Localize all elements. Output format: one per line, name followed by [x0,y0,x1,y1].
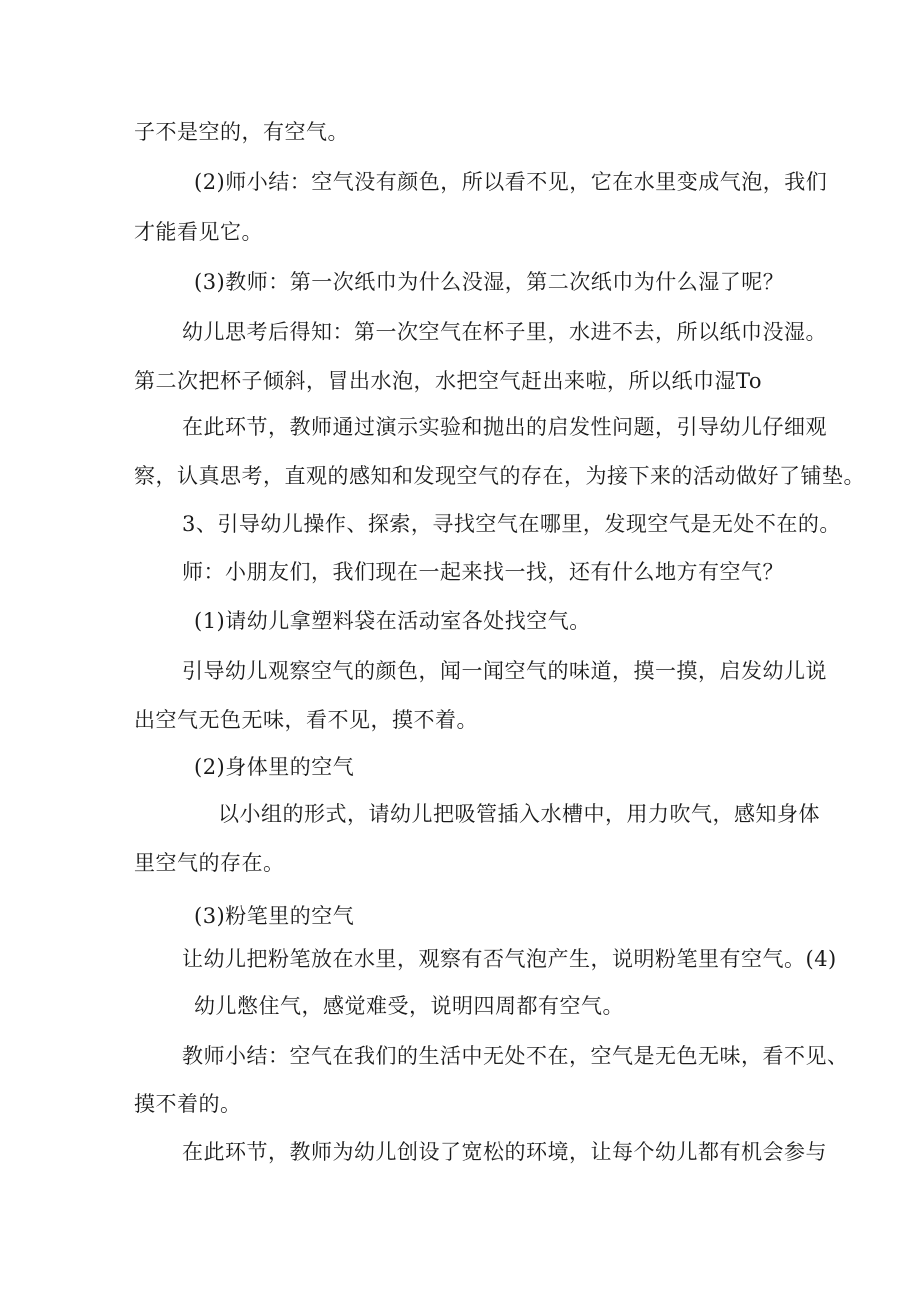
text-line: 幼儿憋住气，感觉难受，说明四周都有空气。 [194,994,624,1018]
text-line: 教师小结：空气在我们的生活中无处不在，空气是无色无味，看不见、 [182,1044,849,1068]
text-line: 察，认真思考，直观的感知和发现空气的存在，为接下来的活动做好了铺垫。 [134,464,865,488]
text-line: (2)师小结：空气没有颜色，所以看不见，它在水里变成气泡，我们 [194,170,828,194]
text-line: 出空气无色无味，看不见，摸不着。 [134,708,478,732]
text-line: 在此环节，教师为幼儿创设了宽松的环境，让每个幼儿都有机会参与 [182,1140,827,1164]
text-line: (3)教师：第一次纸巾为什么没湿，第二次纸巾为什么湿了呢？ [194,270,785,294]
text-line: 在此环节，教师通过演示实验和抛出的启发性问题，引导幼儿仔细观 [182,415,827,439]
text-line: 以小组的形式，请幼儿把吸管插入水槽中，用力吹气，感知身体 [218,802,820,826]
text-line: (2)身体里的空气 [194,755,355,779]
text-line: 3、引导幼儿操作、探索，寻找空气在哪里，发现空气是无处不在的。 [182,512,841,536]
text-line: 引导幼儿观察空气的颜色，闻一闻空气的味道，摸一摸，启发幼儿说 [182,659,827,683]
text-line: 第二次把杯子倾斜，冒出水泡，水把空气赶出来啦，所以纸巾湿To [134,369,763,393]
text-line: (3)粉笔里的空气 [194,904,355,928]
text-line: 让幼儿把粉笔放在水里，观察有否气泡产生，说明粉笔里有空气。(4) [182,947,837,971]
text-line: 才能看见它。 [134,220,263,244]
text-line: (1)请幼儿拿塑料袋在活动室各处找空气。 [194,609,591,633]
text-line: 摸不着的。 [134,1092,242,1116]
text-line: 子不是空的，有空气。 [134,120,349,144]
text-line: 师：小朋友们，我们现在一起来找一找，还有什么地方有空气？ [182,560,784,584]
text-line: 里空气的存在。 [134,851,285,875]
text-line: 幼儿思考后得知：第一次空气在杯子里，水进不去，所以纸巾没湿。 [182,320,827,344]
